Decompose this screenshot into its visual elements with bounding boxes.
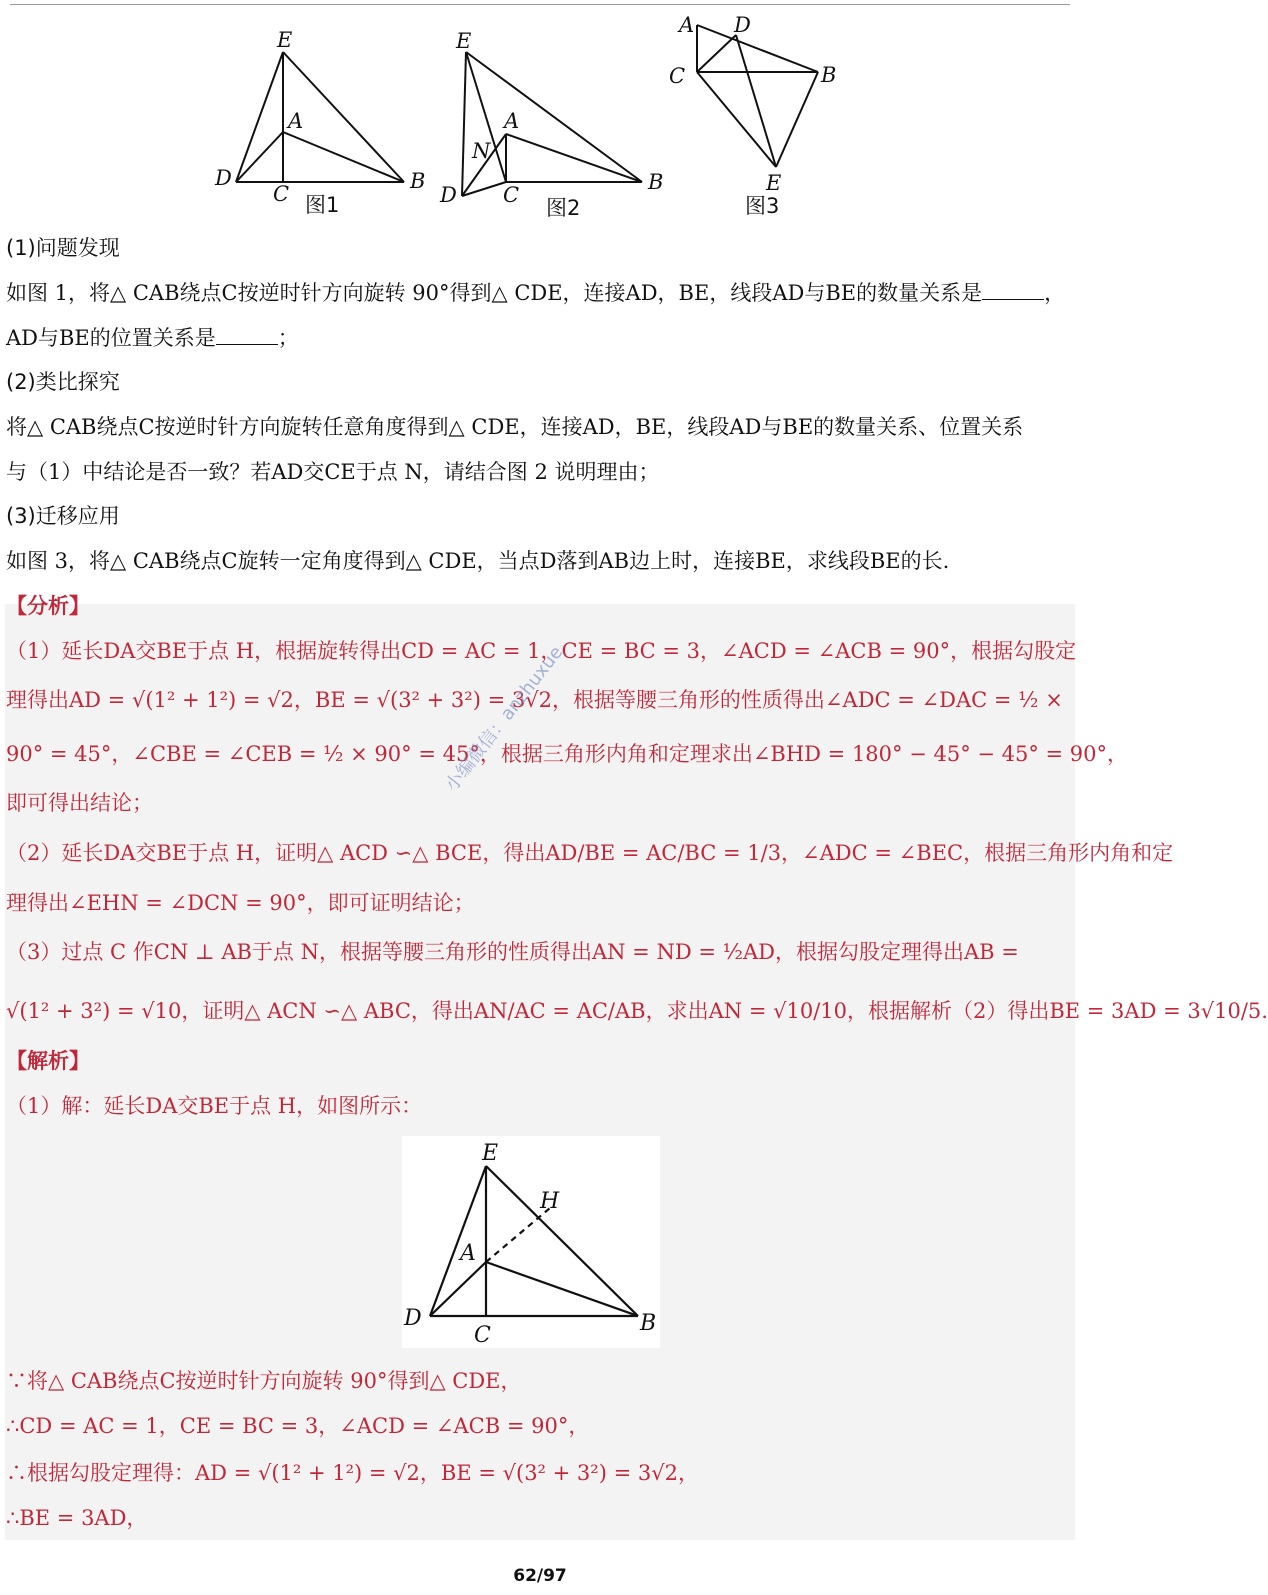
fig3-label-b: B	[821, 63, 837, 87]
fig3-label-c: C	[669, 64, 686, 88]
p1-line1-end: ，	[1044, 281, 1066, 305]
analysis-3-line2: √(1² + 3²) = √10，证明△ ACN ∽△ ABC，得出AN/AC = AC/AB，求出AN = √10/10，根据解析（2）得出BE = 3AD = 3√10/5.	[6, 999, 1268, 1023]
p1-line2-end: ；	[277, 326, 299, 350]
fig4-label-b: B	[640, 1311, 657, 1336]
solution-step-4: ∴根据勾股定理得：AD = √(1² + 1²) = √2，BE = √(3² + 3²) = 3√2，	[6, 1461, 699, 1485]
analysis-2-line2: 理得出∠EHN = ∠DCN = 90°，即可证明结论；	[6, 891, 475, 915]
problem-figures	[0, 0, 1080, 230]
analysis-2-line1: （2）延长DA交BE于点 H，证明△ ACD ∽△ BCE，得出AD/BE = AC/BC = 1/3，∠ADC = ∠BEC，根据三角形内角和定	[6, 841, 1174, 865]
fig2-label-n: N	[472, 139, 491, 163]
fig4-label-h: H	[540, 1189, 560, 1214]
fig2-label-e: E	[456, 29, 472, 53]
fig3-label-a: A	[679, 13, 695, 37]
fig2-label-a: A	[504, 109, 520, 133]
solution-step-2: ∵将△ CAB绕点C按逆时针方向旋转 90°得到△ CDE，	[6, 1369, 522, 1393]
p3-title: (3)迁移应用	[6, 504, 120, 528]
analysis-1-line2: 理得出AD = √(1² + 1²) = √2，BE = √(3² + 3²) = 3√2，根据等腰三角形的性质得出∠ADC = ∠DAC = ½ ×	[6, 688, 1063, 712]
fig2-label-c: C	[503, 183, 520, 207]
fig2-label-b: B	[648, 170, 664, 194]
fig3-label-d: D	[734, 13, 751, 37]
analysis-tag: 【分析】	[6, 594, 90, 618]
figure-1	[236, 52, 404, 182]
p2-line2: 与（1）中结论是否一致？若AD交CE于点 N，请结合图 2 说明理由；	[6, 460, 660, 484]
solution-step-5: ∴BE = 3AD，	[6, 1506, 148, 1530]
p1-line2	[6, 323, 299, 353]
fig1-label-b: B	[410, 169, 426, 193]
p1-title: (1)问题发现	[6, 236, 120, 260]
p3-line1: 如图 3，将△ CAB绕点C旋转一定角度得到△ CDE，当点D落到AB边上时，连接BE，求线段BE的长.	[6, 549, 950, 573]
p1-line1-text: 如图 1，将△ CAB绕点C按逆时针方向旋转 90°得到△ CDE，连接AD，BE，线段AD与BE的数量关系是	[6, 281, 983, 305]
watermark: 小编微信：anzhuxue	[441, 642, 568, 796]
answer-blank-2[interactable]	[216, 326, 278, 345]
p2-title: (2)类比探究	[6, 370, 120, 394]
figure-3	[697, 25, 818, 167]
fig3-caption: 图3	[745, 194, 780, 218]
answer-blank-1[interactable]	[982, 281, 1044, 300]
fig1-label-a: A	[288, 109, 304, 133]
p1-line2-text: AD与BE的位置关系是	[6, 326, 216, 350]
fig1-label-c: C	[273, 182, 290, 206]
fig1-label-e: E	[277, 28, 293, 52]
analysis-3-line1: （3）过点 C 作CN ⊥ AB于点 N，根据等腰三角形的性质得出AN = ND = ½AD，根据勾股定理得出AB =	[6, 940, 1019, 964]
analysis-1-line1: （1）延长DA交BE于点 H，根据旋转得出CD = AC = 1，CE = BC = 3，∠ACD = ∠ACB = 90°，根据勾股定	[6, 639, 1077, 663]
fig4-label-a: A	[460, 1241, 476, 1266]
fig2-caption: 图2	[546, 196, 581, 220]
p2-line1: 将△ CAB绕点C按逆时针方向旋转任意角度得到△ CDE，连接AD，BE，线段AD与BE的数量关系、位置关系	[6, 415, 1024, 439]
fig4-label-d: D	[404, 1306, 422, 1331]
fig1-caption: 图1	[305, 193, 340, 217]
solution-step-3: ∴CD = AC = 1，CE = BC = 3，∠ACD = ∠ACB = 90°，	[6, 1414, 590, 1438]
solution-step-1: （1）解：延长DA交BE于点 H，如图所示：	[6, 1094, 423, 1118]
fig2-label-d: D	[440, 183, 457, 207]
fig4-label-e: E	[482, 1141, 499, 1166]
analysis-1-line4: 即可得出结论；	[6, 791, 153, 815]
page-number: 62/97	[513, 1566, 567, 1586]
fig3-label-e: E	[766, 171, 782, 195]
fig4-label-c: C	[474, 1323, 491, 1348]
solution-figure	[402, 1136, 660, 1348]
solution-tag: 【解析】	[6, 1049, 90, 1073]
figure-2	[462, 52, 642, 196]
analysis-1-line3: 90° = 45°，∠CBE = ∠CEB = ½ × 90° = 45°，根据三角形内角和定理求出∠BHD = 180° − 45° − 45° = 90°，	[6, 742, 1129, 766]
p1-line1	[6, 278, 1065, 308]
fig1-label-d: D	[215, 166, 232, 190]
